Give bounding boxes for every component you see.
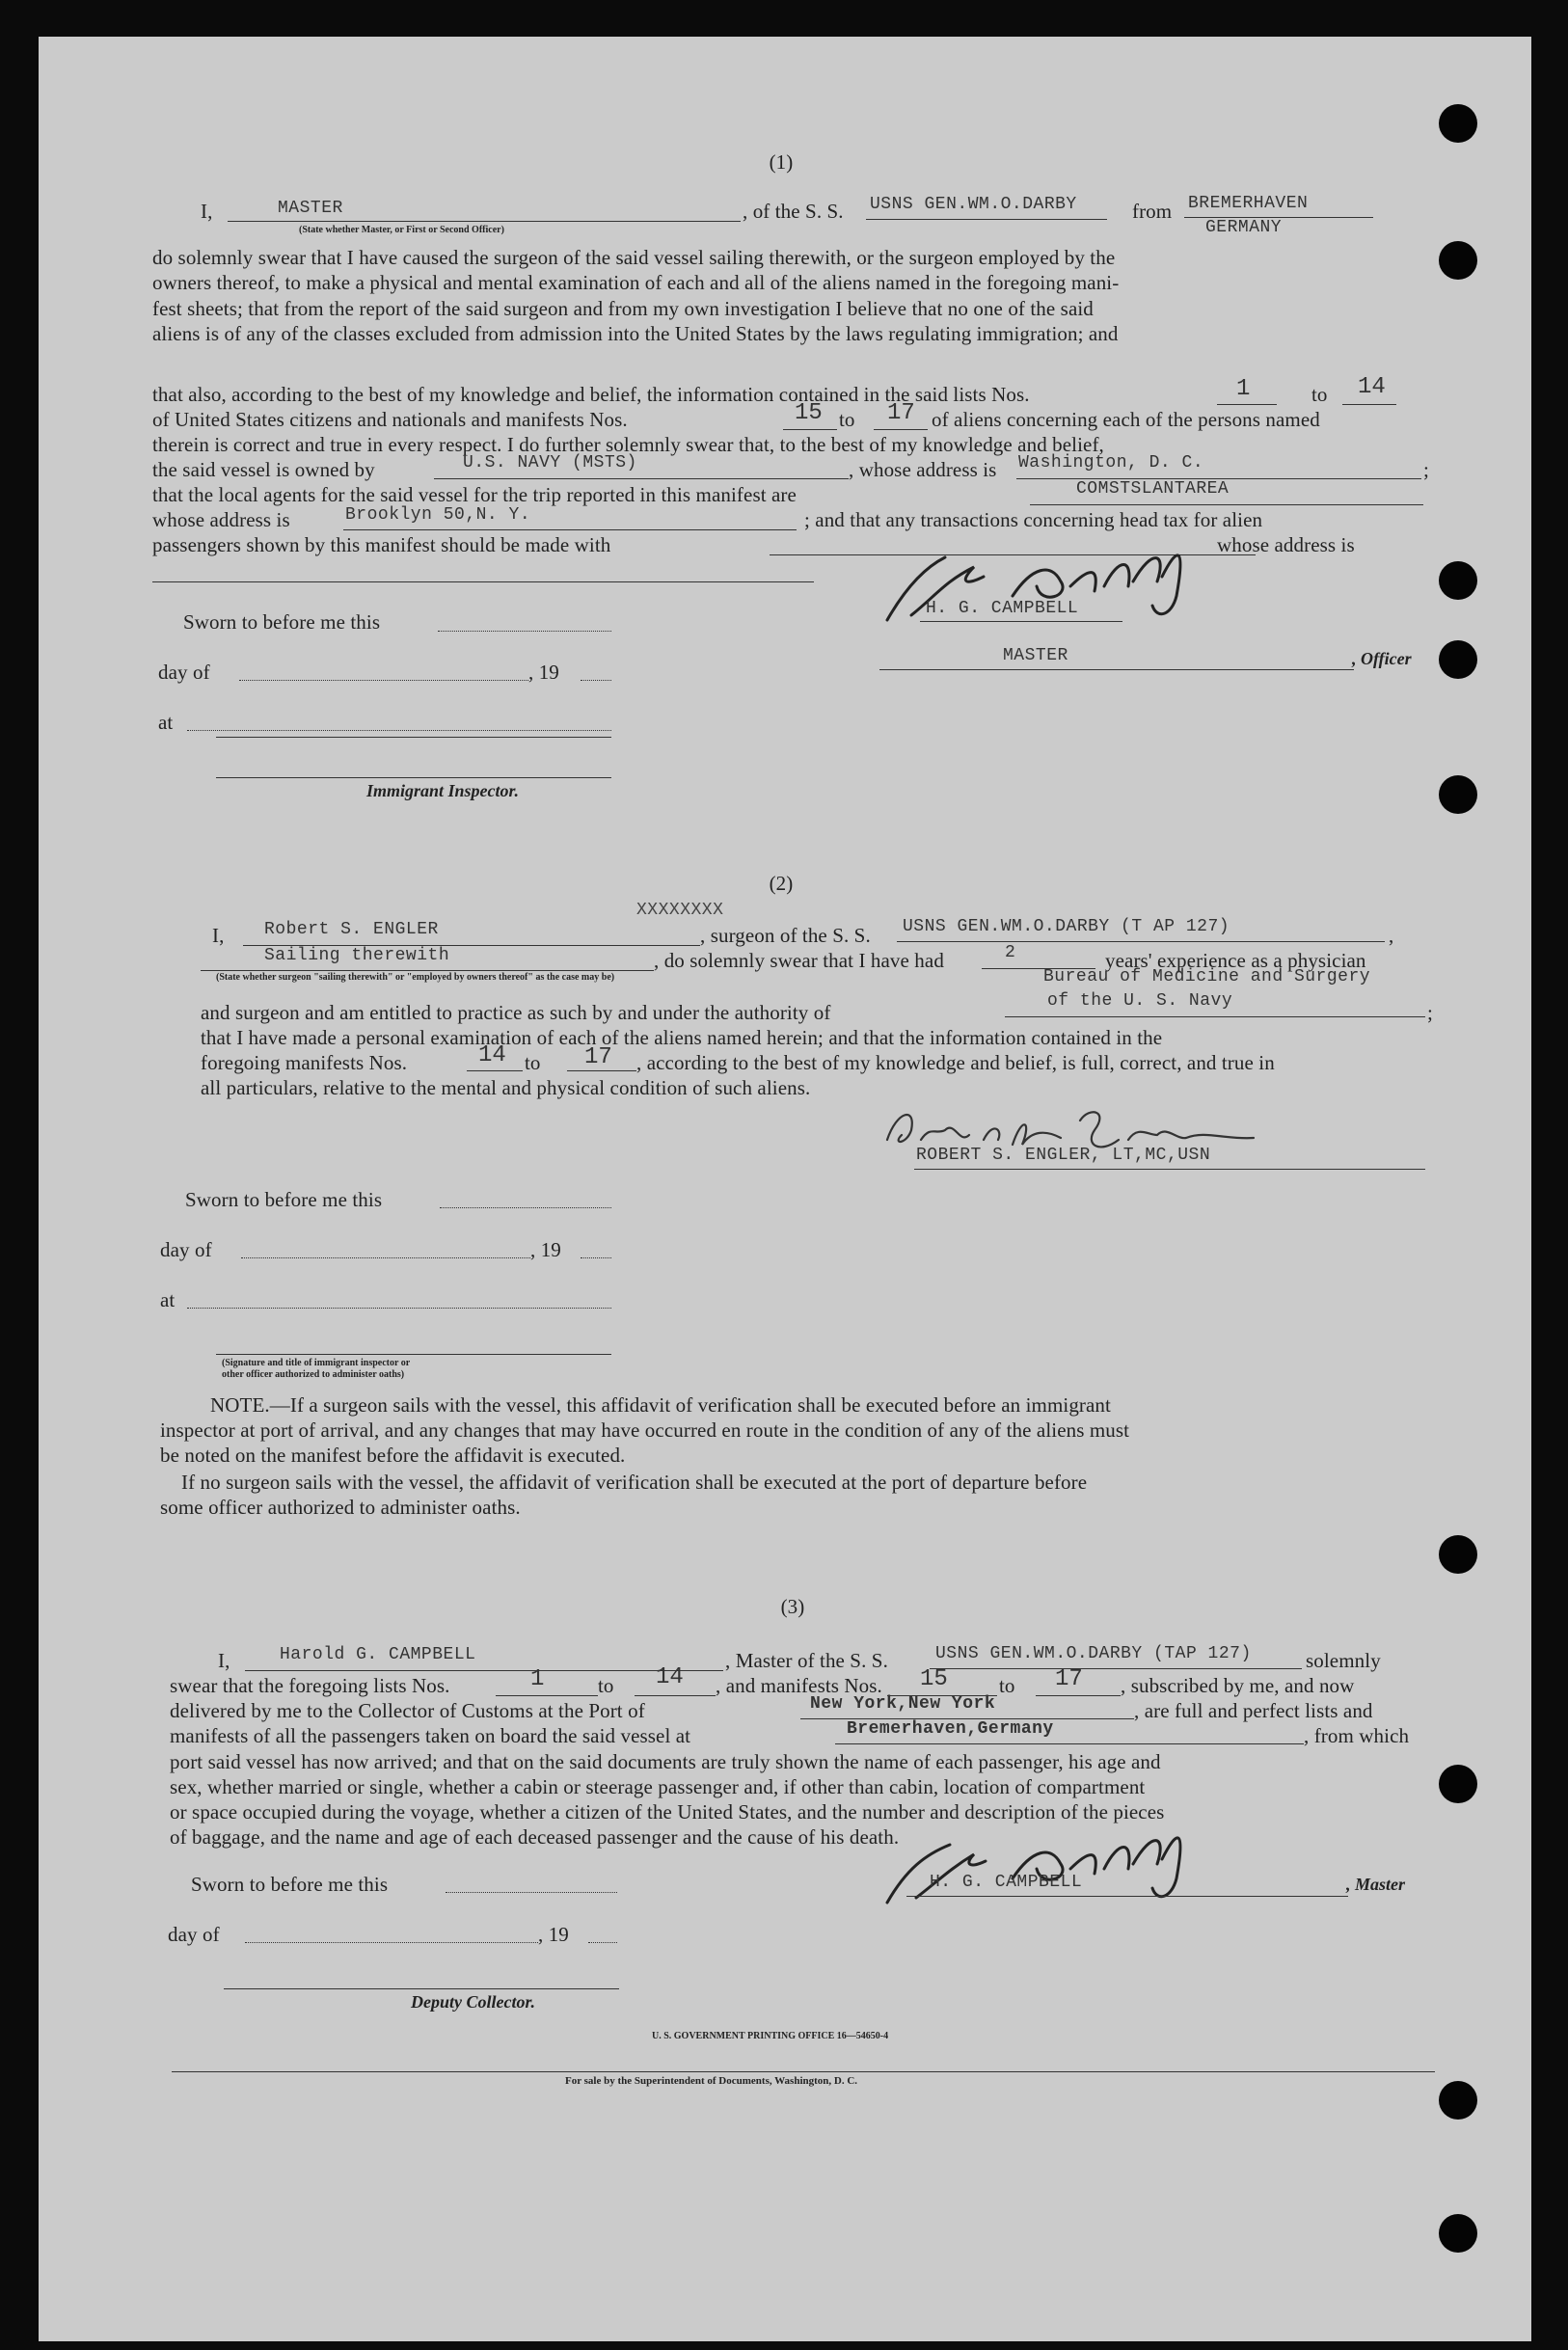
- year-label-1: , 19: [528, 661, 559, 684]
- taken-on-board-text: manifests of all the passengers taken on board the said vessel at: [170, 1724, 691, 1747]
- ship-name-underline-3: [930, 1668, 1302, 1669]
- section-3-lists-from-underline: [496, 1695, 598, 1696]
- at-label-1: at: [158, 711, 174, 734]
- master-sig-underline: [906, 1896, 1348, 1897]
- ship-name-field-2: USNS GEN.WM.O.DARBY (T AP 127): [903, 917, 1230, 936]
- authority-field-2: of the U. S. Navy: [1047, 991, 1233, 1011]
- foregoing-lists-text: swear that the foregoing lists Nos.: [170, 1674, 450, 1697]
- head-tax-underline-2: [152, 581, 814, 582]
- oath-line: do solemnly swear that I have caused the surgeon of the said vessel sailing therewith, or the surgeon employed by the: [152, 246, 1116, 269]
- inspector-underline: [216, 777, 611, 778]
- subscribed-text: , subscribed by me, and now: [1121, 1674, 1355, 1697]
- manifests-line-text: of United States citizens and nationals and manifests Nos.: [152, 408, 628, 431]
- note-2-paragraph: [181, 1470, 1087, 1495]
- experience-line-text-2: years' experience as a physician: [1105, 949, 1366, 972]
- signer-typed-1: H. G. CAMPBELL: [926, 599, 1079, 618]
- surgeon-caption: (State whether surgeon "sailing therewith" or "employed by owners thereof" as the case may be): [216, 972, 615, 983]
- from-which-text: , from which: [1304, 1724, 1410, 1747]
- section-1-oath-paragraph: [152, 245, 1119, 346]
- surgeon-sig-underline: [914, 1169, 1425, 1170]
- for-sale-imprint: For sale by the Superintendent of Documents, Washington, D. C.: [565, 2075, 858, 2087]
- section-2-number: (2): [769, 872, 794, 895]
- sailing-underline: [201, 970, 654, 971]
- manifests-from-underline: [783, 429, 837, 430]
- authority-underline: [1005, 1016, 1425, 1017]
- master-label: , Master: [1346, 1875, 1406, 1894]
- day-of-label-2: day of: [160, 1238, 212, 1261]
- section-3-manifests-text: , and manifests Nos.: [716, 1674, 882, 1697]
- punch-hole: [1439, 2081, 1477, 2120]
- inspector-caption: Immigrant Inspector.: [366, 781, 520, 800]
- punch-hole: [1439, 1535, 1477, 1574]
- surgeon-typed: ROBERT S. ENGLER, LT,MC,USN: [916, 1146, 1211, 1165]
- day-of-label-3: day of: [168, 1923, 220, 1946]
- section-3-manifests-to-label: to: [999, 1674, 1015, 1697]
- punch-hole: [1439, 640, 1477, 679]
- experience-line-text: , do solemnly swear that I have had: [654, 949, 944, 972]
- authority-field-1: Bureau of Medicine and Surgery: [1043, 967, 1371, 986]
- gpo-imprint: U. S. GOVERNMENT PRINTING OFFICE 16—54650-4: [652, 2031, 889, 2041]
- head-tax-line-text-2: passengers shown by this manifest should be made with: [152, 533, 611, 556]
- year-dots-3: [588, 1942, 617, 1943]
- lists-from-underline: [1217, 404, 1277, 405]
- owner-address-label: , whose address is: [849, 458, 997, 481]
- collector-text: delivered by me to the Collector of Customs at the Port of: [170, 1699, 645, 1722]
- punch-hole: [1439, 241, 1477, 280]
- manifests-to-underline: [874, 429, 928, 430]
- at-dots-2: [187, 1308, 611, 1309]
- owner-address-field: Washington, D. C.: [1018, 453, 1204, 473]
- sworn-label-2: Sworn to before me this: [185, 1188, 383, 1211]
- authority-line-text: and surgeon and am entitled to practice as such by and under the authority of: [201, 1001, 831, 1024]
- agent-address-field: Brooklyn 50,N. Y.: [345, 505, 531, 525]
- year-dots-1: [581, 680, 611, 681]
- section-3-line: of baggage, and the name and age of each deceased passenger and the cause of his death.: [170, 1825, 900, 1849]
- document-page: [39, 37, 1531, 2341]
- officer-underline: [879, 669, 1354, 670]
- surgeon-manifests-to-underline: [567, 1070, 636, 1071]
- lists-to-label: to: [1311, 383, 1328, 406]
- surgeon-name-field: Robert S. ENGLER: [264, 920, 439, 939]
- sworn-dots-3: [446, 1892, 617, 1893]
- section-3-number: (3): [780, 1595, 805, 1618]
- surgeon-of-ss-label: , surgeon of the S. S.: [700, 924, 871, 947]
- section-3-line: or space occupied during the voyage, whether a citizen of the United States, and the number and description of the pieces: [170, 1800, 1165, 1823]
- owner-line-end: ;: [1423, 458, 1429, 481]
- deputy-underline: [224, 1988, 619, 1989]
- ship-name-underline-1: [866, 219, 1107, 220]
- agent-field: COMSTSLANTAREA: [1076, 479, 1230, 499]
- struck-text: XXXXXXXX: [636, 901, 724, 920]
- note-paragraph: [210, 1392, 1111, 1418]
- from-label: from: [1132, 200, 1173, 223]
- years-field: 2: [1005, 943, 1016, 962]
- manifests-to-label: to: [839, 408, 855, 431]
- section-3-line: port said vessel has now arrived; and that on the said documents are truly shown the name of each passenger, his age and: [170, 1750, 1161, 1773]
- sailing-field: Sailing therewith: [264, 946, 450, 965]
- agent-line-text: that the local agents for the said vessel for the trip reported in this manifest are: [152, 483, 797, 506]
- section-3-manifests-to: 17: [1055, 1666, 1083, 1692]
- day-of-dots-1: [239, 680, 528, 681]
- signer-typed-3: H. G. CAMPBELL: [930, 1873, 1083, 1892]
- punch-hole: [1439, 1765, 1477, 1803]
- authority-line-end: ;: [1427, 1001, 1433, 1024]
- correct-line-text: therein is correct and true in every respect. I do further solemnly swear that, to the best of my knowledge and belief,: [152, 433, 1104, 456]
- oath-officer-caption: [222, 1358, 410, 1381]
- ship-name-field-3: USNS GEN.WM.O.DARBY (TAP 127): [935, 1644, 1252, 1663]
- oath-officer-caption-line: other officer authorized to administer oaths): [222, 1369, 405, 1380]
- punch-hole: [1439, 561, 1477, 600]
- year-dots-2: [581, 1257, 611, 1258]
- solemnly-label: solemnly: [1306, 1649, 1381, 1672]
- manifests-from-field: 15: [795, 400, 823, 426]
- surgeon-manifests-from-underline: [467, 1070, 523, 1071]
- head-tax-line-text: ; and that any transactions concerning head tax for alien: [804, 508, 1263, 531]
- section-3-lists-to-underline: [635, 1695, 716, 1696]
- oath-line: fest sheets; that from the report of the said surgeon and from my own investigation I believe that no one of the said: [152, 296, 1094, 320]
- surgeon-manifests-text: foregoing manifests Nos.: [201, 1051, 408, 1074]
- agent-underline: [1030, 504, 1423, 505]
- of-the-ss-label: , of the S. S.: [743, 200, 844, 223]
- port-field: New York,New York: [810, 1694, 996, 1714]
- lists-to-field: 14: [1358, 374, 1386, 400]
- full-lists-text: , are full and perfect lists and: [1134, 1699, 1373, 1722]
- note-line: inspector at port of arrival, and any changes that may have occurred en route in the condition of any of the aliens must: [160, 1418, 1130, 1442]
- note-line: be noted on the manifest before the affidavit is executed.: [160, 1444, 626, 1467]
- officer-title-field: MASTER: [1003, 646, 1068, 665]
- punch-hole: [1439, 104, 1477, 143]
- note-label: NOTE.: [210, 1393, 270, 1417]
- note-2-line: If no surgeon sails with the vessel, the affidavit of verification shall be executed at the port of departure before: [181, 1471, 1088, 1494]
- punch-hole: [1439, 775, 1477, 814]
- departure-country-field: GERMANY: [1205, 218, 1283, 237]
- surgeon-line-end: ,: [1389, 924, 1394, 947]
- section-1-number: (1): [769, 150, 794, 174]
- note-2-paragraph-continued: [160, 1495, 521, 1520]
- vessel-at-field: Bremerhaven,Germany: [847, 1719, 1054, 1739]
- examination-line-text: that I have made a personal examination of each of the aliens named herein; and that the information contained in the: [201, 1026, 1163, 1049]
- section-1-intro: I,: [201, 200, 213, 223]
- lists-line-text: that also, according to the best of my knowledge and belief, the information contained in the said lists Nos.: [152, 383, 1030, 406]
- departure-port-field: BREMERHAVEN: [1188, 194, 1309, 213]
- at-dots-1: [187, 730, 611, 731]
- signature-campbell-2: [868, 1811, 1215, 1917]
- section-3-lists-from: 1: [530, 1666, 545, 1692]
- at-label-2: at: [160, 1288, 176, 1311]
- master-rank-caption: (State whether Master, or First or Second Officer): [299, 225, 504, 235]
- master-name-underline: [245, 1670, 723, 1671]
- master-rank-field: MASTER: [278, 199, 343, 218]
- note-2-line: some officer authorized to administer oaths.: [160, 1496, 521, 1519]
- whose-address-label: whose address is: [1217, 533, 1355, 556]
- section-3-line: sex, whether married or single, whether a cabin or steerage passenger and, if other than cabin, location of compartment: [170, 1775, 1146, 1798]
- sworn-label-3: Sworn to before me this: [191, 1873, 389, 1896]
- ship-name-field-1: USNS GEN.WM.O.DARBY: [870, 195, 1077, 214]
- section-2-intro: I,: [212, 924, 225, 947]
- lists-to-underline: [1342, 404, 1396, 405]
- oath-officer-caption-line: (Signature and title of immigrant inspector or: [222, 1358, 411, 1368]
- section-3-intro: I,: [218, 1649, 230, 1672]
- year-label-2: , 19: [530, 1238, 561, 1261]
- sworn-label-1: Sworn to before me this: [183, 610, 381, 634]
- day-of-dots-3: [245, 1942, 538, 1943]
- note-line: —If a surgeon sails with the vessel, this affidavit of verification shall be executed before an immigrant: [269, 1393, 1111, 1417]
- deputy-caption: Deputy Collector.: [411, 1992, 535, 2012]
- vessel-at-underline: [835, 1743, 1304, 1744]
- surgeon-manifests-to: 17: [584, 1044, 612, 1070]
- punch-hole: [1439, 2214, 1477, 2253]
- agent-address-label: whose address is: [152, 508, 290, 531]
- at-underline-1: [216, 737, 611, 738]
- section-3-lists-to: 14: [656, 1664, 684, 1690]
- oath-line: aliens is of any of the classes excluded from admission into the United States by the laws regulating immigration; and: [152, 321, 1119, 345]
- day-of-dots-2: [241, 1257, 530, 1258]
- section-3-manifests-to-underline: [1036, 1695, 1121, 1696]
- footer-rule: [172, 2071, 1435, 2072]
- surgeon-manifests-from: 14: [478, 1042, 506, 1068]
- year-label-3: , 19: [538, 1923, 569, 1946]
- master-name-field: Harold G. CAMPBELL: [280, 1645, 476, 1664]
- agent-address-underline: [343, 529, 797, 530]
- ship-name-underline-2: [897, 941, 1385, 942]
- owner-underline: [434, 478, 849, 479]
- owner-field: U.S. NAVY (MSTS): [463, 453, 637, 473]
- section-3-manifests-from: 15: [920, 1666, 948, 1692]
- owner-line-text: the said vessel is owned by: [152, 458, 375, 481]
- master-rank-underline: [228, 221, 741, 222]
- note-paragraph-continued: [160, 1418, 1129, 1468]
- oath-officer-underline: [216, 1354, 611, 1355]
- sworn-dots-2: [440, 1207, 611, 1208]
- sworn-dots-1: [438, 631, 611, 632]
- particulars-line-text: all particulars, relative to the mental and physical condition of such aliens.: [201, 1076, 811, 1099]
- section-3-lists-to-label: to: [598, 1674, 614, 1697]
- surgeon-manifests-text-2: , according to the best of my knowledge and belief, is full, correct, and true in: [636, 1051, 1275, 1074]
- manifests-to-field: 17: [887, 400, 915, 426]
- officer-label: , Officer: [1352, 649, 1412, 668]
- lists-from-field: 1: [1236, 376, 1251, 402]
- manifests-line-text-2: of aliens concerning each of the persons named: [932, 408, 1320, 431]
- day-of-label-1: day of: [158, 661, 210, 684]
- master-of-ss-label: , Master of the S. S.: [725, 1649, 888, 1672]
- signer-underline-1: [920, 621, 1122, 622]
- signature-campbell-1: [868, 528, 1215, 635]
- oath-line: owners thereof, to make a physical and mental examination of each and all of the aliens named in the foregoing mani-: [152, 271, 1120, 295]
- surgeon-manifests-to-label: to: [525, 1051, 541, 1074]
